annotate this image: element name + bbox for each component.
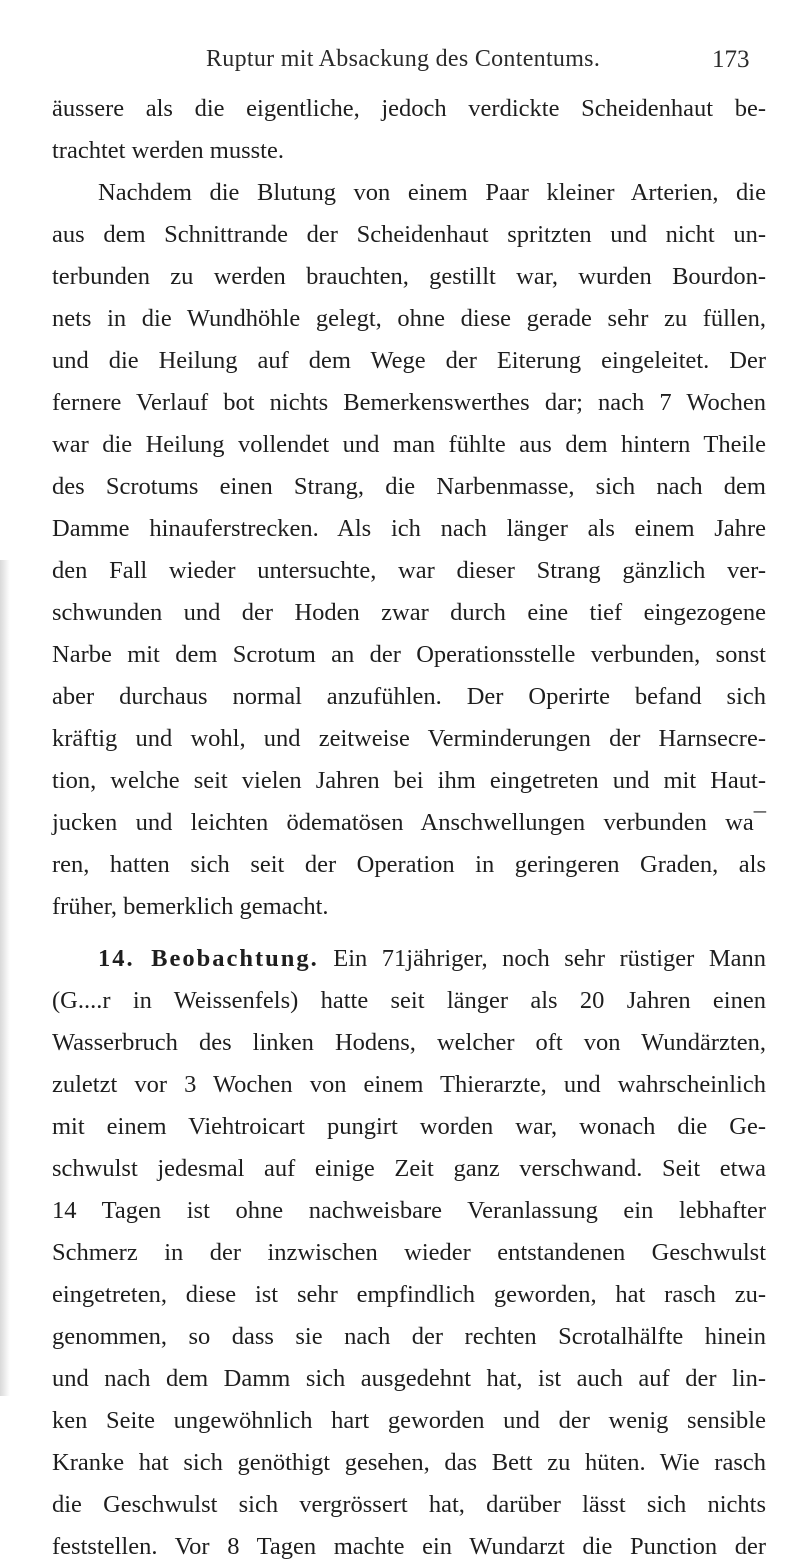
- text-line: eingetreten, diese ist sehr empfindlich geworden, hat rasch zu-: [52, 1281, 766, 1308]
- text-line: ren, hatten sich seit der Operation in geringeren Graden, als: [52, 851, 766, 878]
- running-title: Ruptur mit Absackung des Contentums.: [206, 46, 601, 72]
- text-line: war die Heilung vollendet und man fühlte aus dem hintern Theile: [52, 431, 766, 458]
- paragraph: [40, 172, 766, 928]
- text-line: den Fall wieder untersuchte, war dieser Strang gänzlich ver-: [52, 557, 766, 584]
- text-line: schwunden und der Hoden zwar durch eine tief eingezogene: [52, 599, 766, 626]
- text-line: und die Heilung auf dem Wege der Eiterung eingeleitet. Der: [52, 347, 766, 374]
- text-line: feststellen. Vor 8 Tagen machte ein Wundarzt die Punction der: [52, 1533, 766, 1560]
- observation-label: 14. Beobachtung.: [98, 945, 319, 972]
- text-line: aus dem Schnittrande der Scheidenhaut spritzten und nicht un-: [52, 221, 766, 248]
- text-line: früher, bemerklich gemacht.: [52, 893, 329, 920]
- text-line: jucken und leichten ödematösen Anschwellungen verbunden wa¯: [52, 809, 766, 836]
- text-line: Nachdem die Blutung von einem Paar kleiner Arterien, die: [98, 179, 766, 206]
- observation-first-line: Ein 71jähriger, noch sehr rüstiger Mann: [333, 945, 766, 972]
- text-line: aber durchaus normal anzufühlen. Der Operirte befand sich: [52, 683, 766, 710]
- text-line: Damme hinauferstrecken. Als ich nach länger als einem Jahre: [52, 515, 766, 542]
- page-number: 173: [712, 46, 750, 73]
- observation-14: [40, 938, 766, 1568]
- text-line: Kranke hat sich genöthigt gesehen, das Bett zu hüten. Wie rasch: [52, 1449, 766, 1476]
- text-line: 14 Tagen ist ohne nachweisbare Veranlassung ein lebhafter: [52, 1197, 766, 1224]
- text-line: und nach dem Damm sich ausgedehnt hat, ist auch auf der lin-: [52, 1365, 766, 1392]
- text-line: kräftig und wohl, und zeitweise Verminderungen der Harnsecre-: [52, 725, 766, 752]
- observation-heading-line: [40, 938, 766, 980]
- text-line: zuletzt vor 3 Wochen von einem Thierarzte, und wahrscheinlich: [52, 1071, 766, 1098]
- text-line: äussere als die eigentliche, jedoch verdickte Scheidenhaut be-: [52, 95, 766, 122]
- text-line: die Geschwulst sich vergrössert hat, darüber lässt sich nichts: [52, 1491, 766, 1518]
- binding-gutter-shadow: [0, 560, 10, 1396]
- text-line: terbunden zu werden brauchten, gestillt war, wurden Bourdon-: [52, 263, 766, 290]
- paragraph-continuation: [40, 88, 766, 172]
- text-line: tion, welche seit vielen Jahren bei ihm eingetreten und mit Haut-: [52, 767, 766, 794]
- text-line: (G....r in Weissenfels) hatte seit länger als 20 Jahren einen: [52, 987, 766, 1014]
- text-line: genommen, so dass sie nach der rechten Scrotalhälfte hinein: [52, 1323, 766, 1350]
- running-head: [0, 46, 800, 86]
- text-line: trachtet werden musste.: [52, 137, 284, 164]
- text-line: ken Seite ungewöhnlich hart geworden und der wenig sensible: [52, 1407, 766, 1434]
- body-text: [40, 88, 766, 1568]
- text-line: schwulst jedesmal auf einige Zeit ganz verschwand. Seit etwa: [52, 1155, 766, 1182]
- paragraph-gap: [40, 928, 766, 938]
- text-line: des Scrotums einen Strang, die Narbenmasse, sich nach dem: [52, 473, 766, 500]
- text-line: fernere Verlauf bot nichts Bemerkenswerthes dar; nach 7 Wochen: [52, 389, 766, 416]
- text-line: Schmerz in der inzwischen wieder entstandenen Geschwulst: [52, 1239, 766, 1266]
- text-line: mit einem Viehtroicart pungirt worden war, wonach die Ge-: [52, 1113, 766, 1140]
- text-line: Wasserbruch des linken Hodens, welcher oft von Wundärzten,: [52, 1029, 766, 1056]
- text-line: Narbe mit dem Scrotum an der Operationsstelle verbunden, sonst: [52, 641, 766, 668]
- text-line: nets in die Wundhöhle gelegt, ohne diese gerade sehr zu füllen,: [52, 305, 766, 332]
